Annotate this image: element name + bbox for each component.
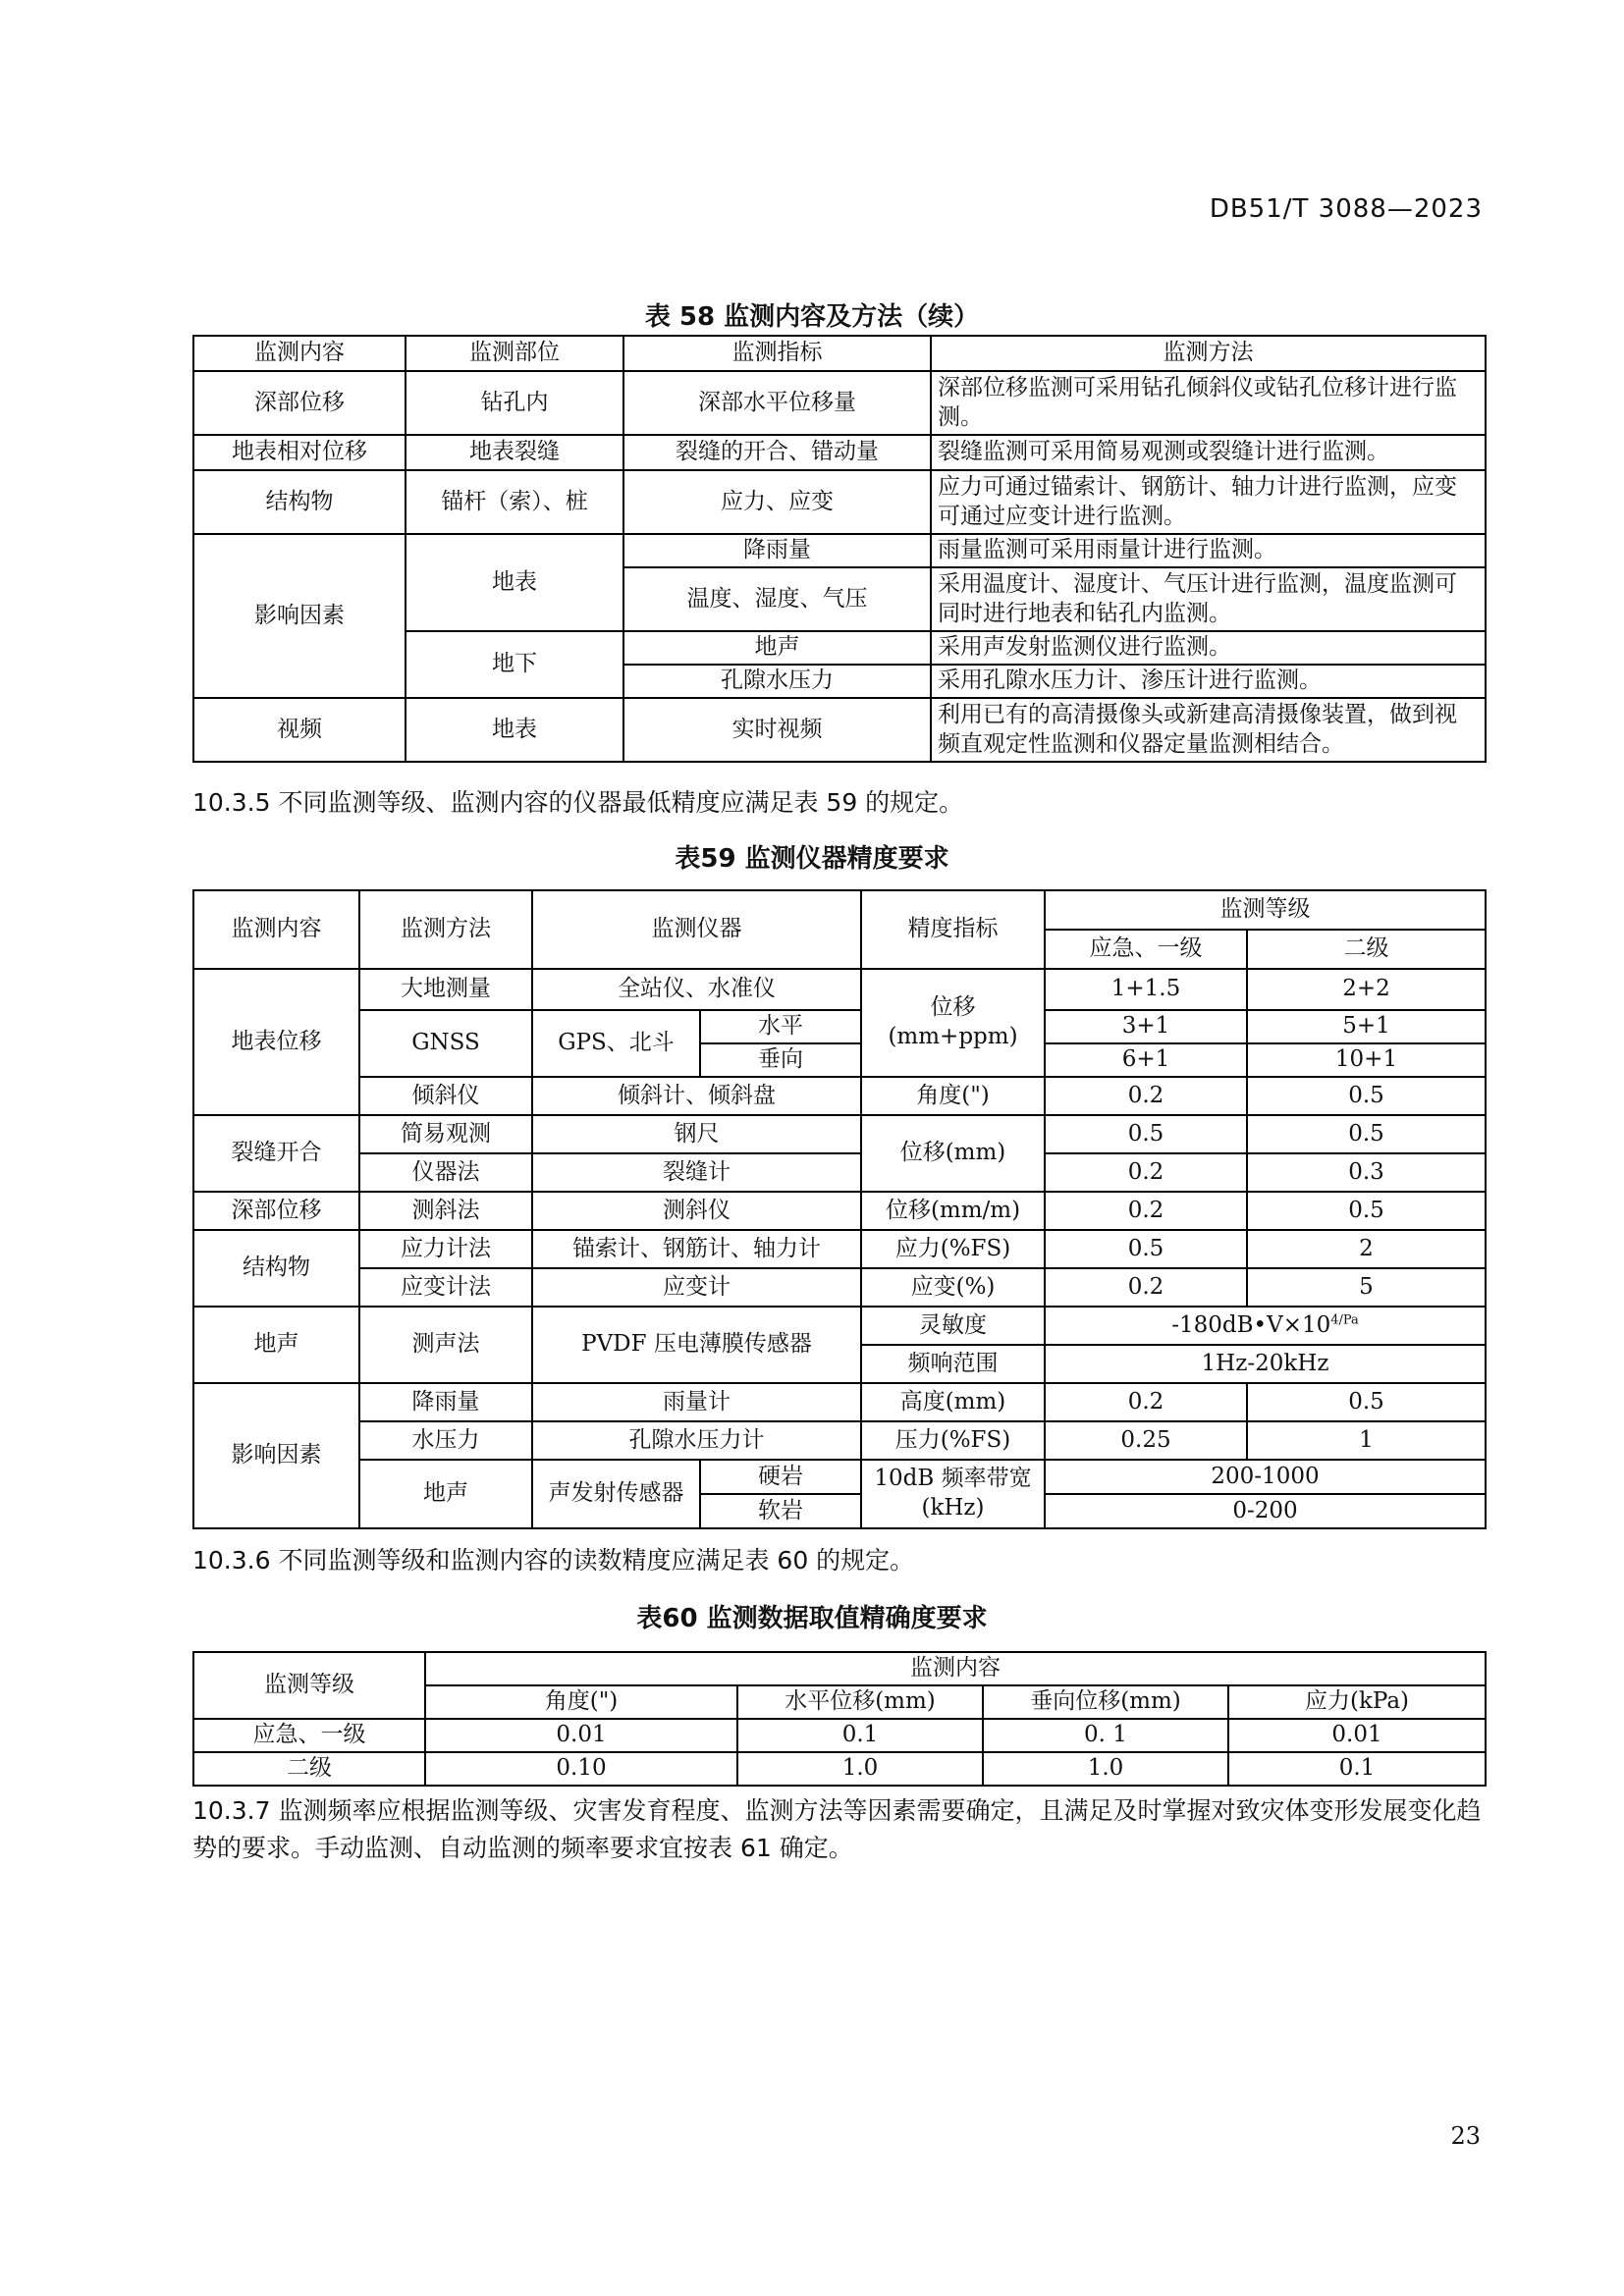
table59-caption: 表59 监测仪器精度要求 — [675, 844, 949, 874]
table-cell: 0.1 — [1228, 1752, 1486, 1786]
table-cell: 监测等级 — [193, 1652, 425, 1719]
table-cell: 简易观测 — [359, 1115, 532, 1153]
t58-header-location: 监测部位 — [406, 336, 623, 371]
paragraph-10-3-5: 10.3.5 不同监测等级、监测内容的仪器最低精度应满足表 59 的规定。 — [192, 788, 964, 817]
table-cell: 4/Pa — [1330, 1311, 1359, 1327]
table-cell: 应变计法 — [359, 1268, 532, 1307]
table-cell: 倾斜仪 — [359, 1077, 532, 1115]
table-cell: 0.2 — [1045, 1383, 1247, 1421]
table-cell: 降雨量 — [359, 1383, 532, 1421]
table-cell: 应力、应变 — [623, 470, 931, 534]
table-cell: 应力(kPa) — [1228, 1685, 1486, 1719]
table-cell: 0-200 — [1045, 1494, 1486, 1528]
t58-header-method: 监测方法 — [931, 336, 1486, 371]
table-cell: 地下 — [406, 631, 623, 698]
table-cell: 监测仪器 — [532, 890, 861, 969]
table-cell: 0.2 — [1045, 1192, 1247, 1230]
table-cell: 雨量计 — [532, 1383, 861, 1421]
table59 — [192, 889, 1487, 1529]
table-cell: 监测内容 — [425, 1652, 1486, 1685]
table-cell: 影响因素 — [193, 1383, 359, 1528]
table-cell: 应变计 — [532, 1268, 861, 1307]
table-cell: 裂缝的开合、错动量 — [623, 435, 931, 470]
table-cell: 雨量监测可采用雨量计进行监测。 — [931, 534, 1486, 567]
table-cell: 位移(mm/m) — [861, 1192, 1045, 1230]
table-cell: 监测方法 — [359, 890, 532, 969]
table-cell: 1Hz-20kHz — [1045, 1345, 1486, 1383]
table-cell: 裂缝开合 — [193, 1115, 359, 1192]
table-cell: 地表位移 — [193, 969, 359, 1115]
table-cell: 采用声发射监测仪进行监测。 — [931, 631, 1486, 665]
table-cell: 孔隙水压力计 — [532, 1421, 861, 1460]
table-cell: 地声 — [193, 1307, 359, 1383]
table-cell: 深部位移监测可采用钻孔倾斜仪或钻孔位移计进行监测。 — [931, 371, 1486, 435]
document-code: DB51/T 3088—2023 — [1209, 194, 1483, 224]
table-cell: 利用已有的高清摄像头或新建高清摄像装置，做到视频直观定性监测和仪器定量监测相结合。 — [931, 698, 1486, 762]
table-cell: 水平位移(mm) — [737, 1685, 983, 1719]
table-cell: 0.3 — [1247, 1153, 1486, 1192]
table-cell: 1 — [1247, 1421, 1486, 1460]
t58-header-content: 监测内容 — [193, 336, 406, 371]
table-cell: 声发射传感器 — [532, 1460, 700, 1528]
table-cell: 灵敏度 — [861, 1307, 1045, 1345]
table-cell: 结构物 — [193, 1230, 359, 1307]
table-cell: 水压力 — [359, 1421, 532, 1460]
table58-caption: 表 58 监测内容及方法（续） — [644, 302, 980, 332]
table-cell: 仪器法 — [359, 1153, 532, 1192]
table-cell: 应变(%) — [861, 1268, 1045, 1307]
table-cell: 孔隙水压力 — [623, 665, 931, 698]
table-cell: 锚索计、钢筋计、轴力计 — [532, 1230, 861, 1268]
t58-header-index: 监测指标 — [623, 336, 931, 371]
table-cell: 监测等级 — [1045, 890, 1486, 930]
table-cell: 0.5 — [1045, 1115, 1247, 1153]
table-cell: 裂缝计 — [532, 1153, 861, 1192]
table-cell: 地表裂缝 — [406, 435, 623, 470]
table-cell: 监测内容 — [193, 890, 359, 969]
table-cell: PVDF 压电薄膜传感器 — [532, 1307, 861, 1383]
table-cell: GPS、北斗 — [532, 1010, 700, 1077]
table-cell: 结构物 — [193, 470, 406, 534]
table-cell: 角度(") — [425, 1685, 737, 1719]
table-cell: 影响因素 — [193, 534, 406, 698]
table58 — [192, 335, 1487, 763]
table-cell: 应力计法 — [359, 1230, 532, 1268]
table-cell: 视频 — [193, 698, 406, 762]
paragraph-10-3-6: 10.3.6 不同监测等级和监测内容的读数精度应满足表 60 的规定。 — [192, 1546, 915, 1575]
table-cell: 应急、一级 — [1045, 930, 1247, 969]
table-cell: 应力可通过锚索计、钢筋计、轴力计进行监测，应变可通过应变计进行监测。 — [931, 470, 1486, 534]
table-cell: 0.5 — [1247, 1077, 1486, 1115]
table-cell: GNSS — [359, 1010, 532, 1077]
table-cell: 垂向 — [700, 1043, 861, 1077]
table-cell: 软岩 — [700, 1494, 861, 1528]
table-cell: 全站仪、水准仪 — [532, 969, 861, 1010]
table-cell: 实时视频 — [623, 698, 931, 762]
table-cell: 采用孔隙水压力计、渗压计进行监测。 — [931, 665, 1486, 698]
table-cell: 应力(%FS) — [861, 1230, 1045, 1268]
table-cell: 深部位移 — [193, 371, 406, 435]
table-cell: 钻孔内 — [406, 371, 623, 435]
paragraph-10-3-7: 10.3.7 监测频率应根据监测等级、灾害发育程度、监测方法等因素需要确定，且满足及时掌握对致灾体变形发展变化趋势的要求。手动监测、自动监测的频率要求宜按表 61 确定。 — [192, 1796, 1482, 1862]
table60 — [192, 1651, 1487, 1787]
table-cell: 钢尺 — [532, 1115, 861, 1153]
table-cell: 硬岩 — [700, 1460, 861, 1494]
table-cell: 10+1 — [1247, 1043, 1486, 1077]
table-cell: 0.01 — [1228, 1719, 1486, 1752]
table-cell: 2+2 — [1247, 969, 1486, 1010]
table-cell: 0.2 — [1045, 1153, 1247, 1192]
table-cell: 0.1 — [737, 1719, 983, 1752]
table-cell: 1+1.5 — [1045, 969, 1247, 1010]
table-cell: 地表 — [406, 698, 623, 762]
table-cell: 6+1 — [1045, 1043, 1247, 1077]
table-cell: 0.2 — [1045, 1077, 1247, 1115]
table-cell: 裂缝监测可采用简易观测或裂缝计进行监测。 — [931, 435, 1486, 470]
table-cell: 测声法 — [359, 1307, 532, 1383]
table-cell: 地表 — [406, 534, 623, 631]
table-cell: 0.5 — [1247, 1115, 1486, 1153]
table-cell: 二级 — [1247, 930, 1486, 969]
table-cell: 测斜法 — [359, 1192, 532, 1230]
table-cell: 大地测量 — [359, 969, 532, 1010]
table-cell: 锚杆（索）、桩 — [406, 470, 623, 534]
table-cell: 地表相对位移 — [193, 435, 406, 470]
table-cell: 1.0 — [983, 1752, 1228, 1786]
table-cell: 二级 — [193, 1752, 425, 1786]
table-cell: 0.25 — [1045, 1421, 1247, 1460]
table-cell: -180dB•V×10 — [1171, 1311, 1331, 1338]
table-cell: 深部位移 — [193, 1192, 359, 1230]
table-cell: 高度(mm) — [861, 1383, 1045, 1421]
table-cell: 0. 1 — [983, 1719, 1228, 1752]
table-cell: 测斜仪 — [532, 1192, 861, 1230]
table-cell: 1.0 — [737, 1752, 983, 1786]
table-cell: 200-1000 — [1045, 1460, 1486, 1494]
table-cell: 压力(%FS) — [861, 1421, 1045, 1460]
table-cell: 5+1 — [1247, 1010, 1486, 1043]
table-cell: 0.5 — [1247, 1383, 1486, 1421]
table-cell: 水平 — [700, 1010, 861, 1043]
page-number: 23 — [1450, 2122, 1481, 2150]
table-cell: 应急、一级 — [193, 1719, 425, 1752]
table-cell: 频响范围 — [861, 1345, 1045, 1383]
table-cell: 精度指标 — [861, 890, 1045, 969]
table-cell: 2 — [1247, 1230, 1486, 1268]
table-cell: 深部水平位移量 — [623, 371, 931, 435]
table-cell: 0.01 — [425, 1719, 737, 1752]
table-cell: 位移(mm+ppm) — [861, 969, 1045, 1077]
table60-caption: 表60 监测数据取值精确度要求 — [636, 1604, 988, 1633]
table-cell: 倾斜计、倾斜盘 — [532, 1077, 861, 1115]
table-cell: 地声 — [359, 1460, 532, 1528]
table-cell: 采用温度计、湿度计、气压计进行监测，温度监测可同时进行地表和钻孔内监测。 — [931, 567, 1486, 631]
table-cell: 位移(mm) — [861, 1115, 1045, 1192]
table-cell: 垂向位移(mm) — [983, 1685, 1228, 1719]
table-cell: 降雨量 — [623, 534, 931, 567]
table-cell: 0.5 — [1045, 1230, 1247, 1268]
table-cell: 0.10 — [425, 1752, 737, 1786]
sensitivity-value — [1045, 1307, 1486, 1345]
table-cell: 0.5 — [1247, 1192, 1486, 1230]
table-cell: 0.2 — [1045, 1268, 1247, 1307]
table-cell: 温度、湿度、气压 — [623, 567, 931, 631]
table-cell: 地声 — [623, 631, 931, 665]
table-cell: 10dB 频率带宽(kHz) — [861, 1460, 1045, 1528]
table-cell: 5 — [1247, 1268, 1486, 1307]
table-cell: 角度(") — [861, 1077, 1045, 1115]
table-cell: 3+1 — [1045, 1010, 1247, 1043]
